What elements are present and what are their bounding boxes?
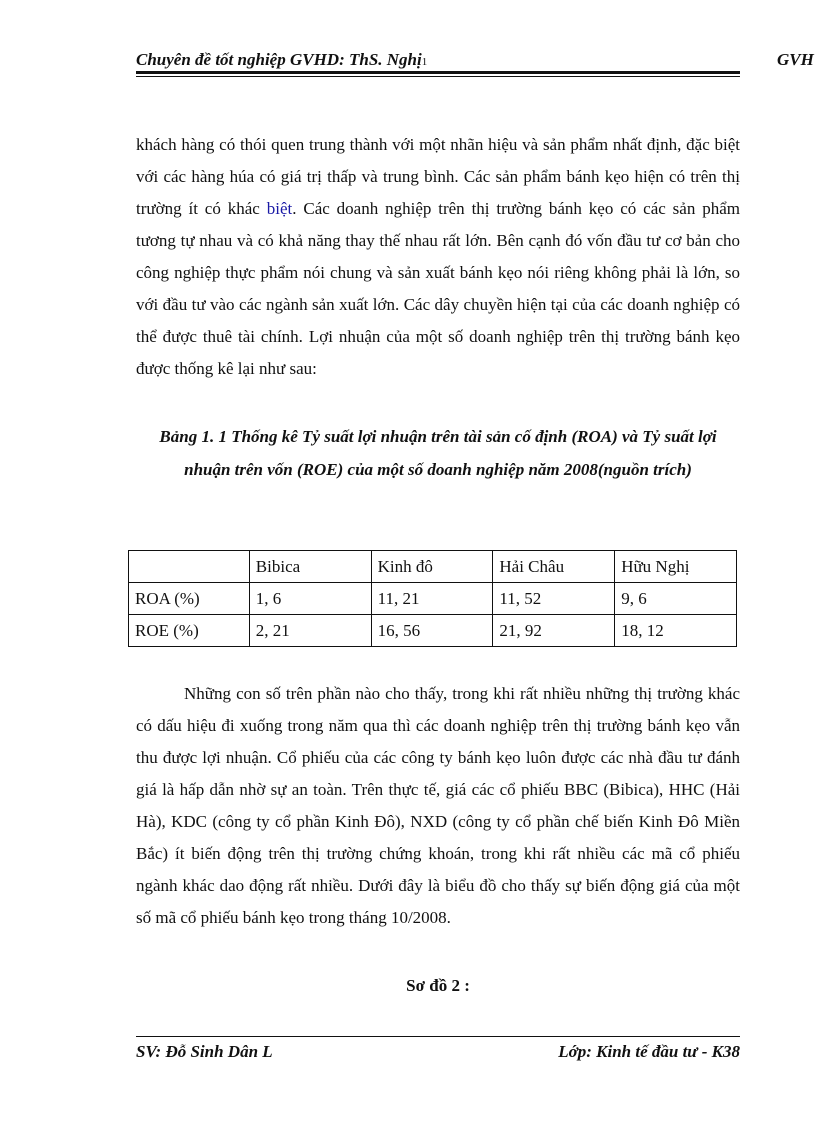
header-title: Chuyên đề tốt nghiệp GVHD: ThS. Nghị1 [136,50,428,69]
table-cell: 2, 21 [249,615,371,647]
roa-roe-table [128,550,737,647]
paragraph-intro-text-cont: . Các doanh nghiệp trên thị trường bánh kẹo có các sản phẩm tương tự nhau và có khả năng thay thế nhau rất lớn. Bên cạnh đó vốn đầu tư cơ bản cho công nghiệp thực phẩm nói chung và sản xuất bánh kẹo nói riêng không phải là lớn, so với đầu tư vào các ngành sản xuất lớn. Các dây chuyền hiện tại của các doanh nghiệp có thể được thuê tài chính. Lợi nhuận của một số doanh nghiệp trên thị trường bánh kẹo được thống kê lại như sau: [136,199,740,378]
table-header-cell: Kinh đô [371,551,493,583]
table-header-cell [129,551,250,583]
table-cell: 18, 12 [615,615,737,647]
table-caption: Bảng 1. 1 Thống kê Tỷ suất lợi nhuận trên tài sản cố định (ROA) và Tỷ suất lợi nhuận trên vốn (ROE) của một số doanh nghiệp năm 2008(nguồn trích) [159,427,717,479]
paragraph-analysis [136,678,740,934]
header-rule-thick [136,71,740,74]
table-cell: 21, 92 [493,615,615,647]
page-number: 1 [421,56,428,68]
paragraph-intro [136,129,740,385]
table-cell: 11, 21 [371,583,493,615]
table-cell: 9, 6 [615,583,737,615]
paragraph-intro-text: khách hàng có thói quen trung thành với một nhãn hiệu và sản phẩm nhất định, đặc biệt với các hàng húa có giá trị thấp và trung bình. Các sản phẩm bánh kẹo hiện có trên thị trường ít có khác [136,135,740,218]
table-header-row [129,551,737,583]
footer-class: Lớp: Kinh tế đầu tư - K38 [558,1042,740,1061]
table-header-cell: Hữu Nghị [615,551,737,583]
table-cell: 1, 6 [249,583,371,615]
table-row [129,583,737,615]
table-cell: 11, 52 [493,583,615,615]
table-row [129,615,737,647]
footer-student: SV: Đỗ Sinh Dân L [136,1042,273,1061]
table-header-cell: Bibica [249,551,371,583]
table-cell: ROA (%) [129,583,250,615]
diagram-label: Sơ đồ 2 : [406,976,470,995]
header-right-text: GVH [777,50,814,69]
highlighted-word-link[interactable]: biệt [266,199,293,218]
header-rule-thin [136,76,740,77]
paragraph-analysis-text: Những con số trên phần nào cho thấy, trong khi rất nhiều những thị trường khác có dấu hiệu đi xuống trong năm qua thì các doanh nghiệp trên thị trường bánh kẹo vẫn thu được lợi nhuận. Cổ phiếu của các công ty bánh kẹo luôn được các nhà đầu tư đánh giá là hấp dẫn nhờ sự an toàn. Trên thực tế, giá các cổ phiếu BBC (Bibica), HHC (Hải Hà), KDC (công ty cổ phần Kinh Đô), NXD (công ty cổ phần chế biến Kinh Đô Miền Bắc) ít biến động trên thị trường chứng khoán, trong khi rất nhiều các mã cổ phiếu ngành khác dao động rất nhiều. Dưới đây là biểu đồ cho thấy sự biến động giá của một số mã cổ phiếu bánh kẹo trong tháng 10/2008. [136,684,740,927]
table-cell: ROE (%) [129,615,250,647]
table-cell: 16, 56 [371,615,493,647]
footer-rule [136,1036,740,1037]
table-header-cell: Hải Châu [493,551,615,583]
